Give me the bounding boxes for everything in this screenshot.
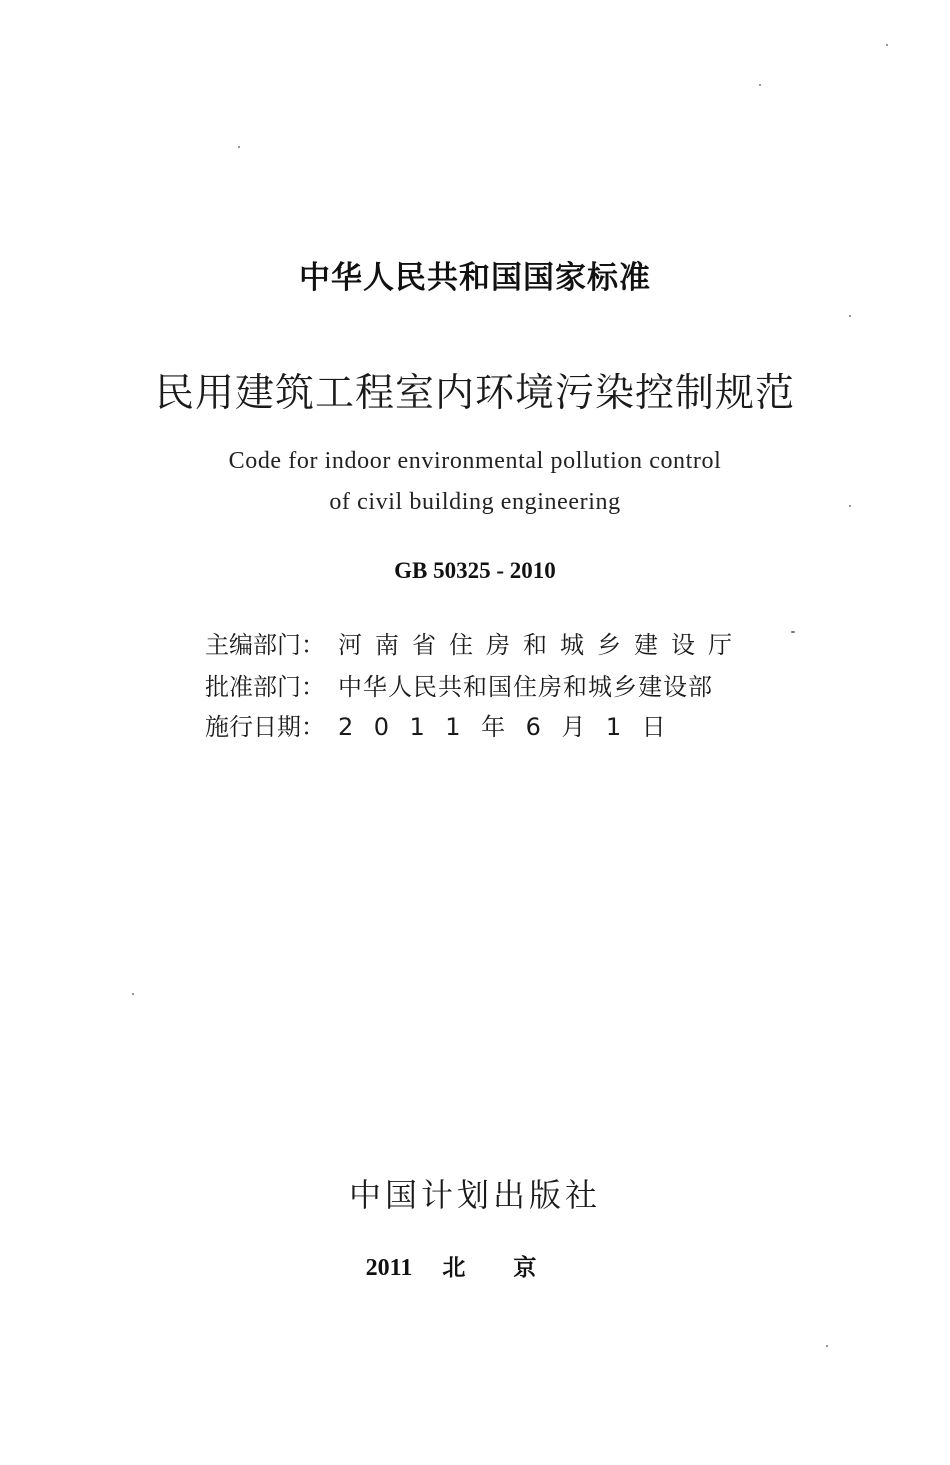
- effective-date-label: 施行日期：: [205, 712, 325, 741]
- imprint-city: 北京: [442, 1255, 585, 1281]
- scan-speck: [759, 84, 761, 86]
- scan-speck: [849, 505, 851, 507]
- standard-series-heading: 中华人民共和国国家标准: [299, 260, 651, 296]
- approver-value: 中华人民共和国住房和城乡建设部: [338, 672, 713, 701]
- imprint: [0, 1249, 950, 1282]
- english-title-line-1: Code for indoor environmental pollution control: [228, 448, 722, 474]
- scan-speck: [238, 146, 240, 148]
- scan-speck: [849, 315, 851, 317]
- effective-date-row: [205, 706, 686, 742]
- scan-speck: [132, 993, 134, 995]
- editor-value: 河南省住房和城乡建设厅: [338, 630, 745, 659]
- effective-date-value: 2011年6月1日: [338, 712, 687, 741]
- english-title-line-2: of civil building engineering: [329, 489, 621, 515]
- imprint-year: 2011: [365, 1255, 413, 1281]
- standard-code: GB 50325 - 2010: [394, 558, 556, 583]
- approver-row: [205, 666, 713, 702]
- scan-speck: [886, 44, 888, 46]
- publisher-name: 中国计划出版社: [348, 1176, 601, 1214]
- editor-row: [205, 624, 745, 660]
- chinese-title: 民用建筑工程室内环境污染控制规范: [154, 371, 795, 416]
- approver-label: 批准部门：: [205, 672, 325, 701]
- scan-speck: [791, 631, 795, 633]
- editor-label: 主编部门：: [205, 630, 325, 659]
- scan-speck: [826, 1345, 828, 1347]
